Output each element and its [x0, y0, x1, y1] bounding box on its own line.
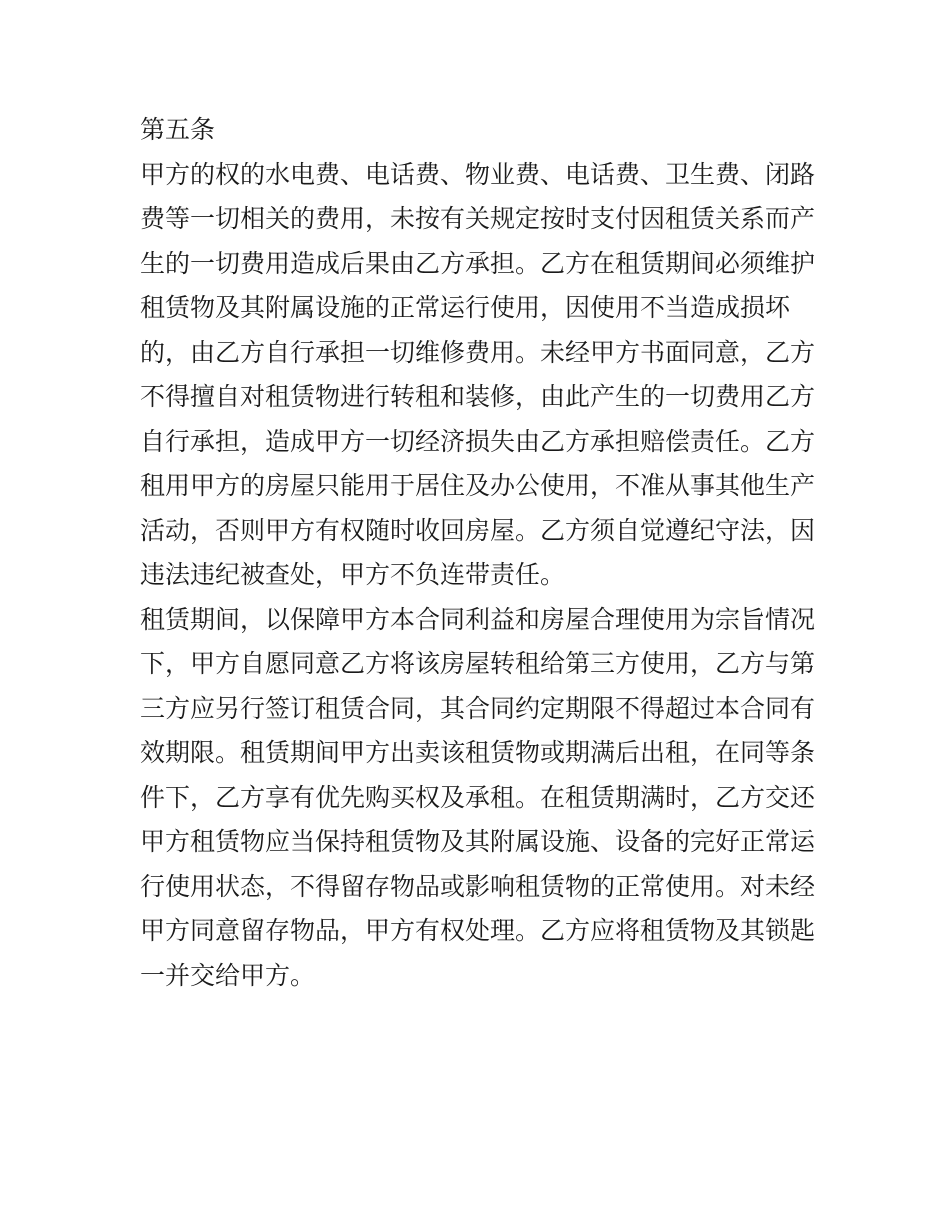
text-line: 一并交给甲方。: [140, 960, 316, 990]
text-line: 件下，乙方享有优先购买权及承租。在租赁期满时，乙方交还: [140, 782, 816, 812]
text-line: 费等一切相关的费用，未按有关规定按时支付因租赁关系而产: [140, 204, 816, 233]
text-line: 租赁物及其附属设施的正常运行使用，因使用不当造成损坏: [140, 293, 791, 322]
text-line: 甲方租赁物应当保持租赁物及其附属设施、设备的完好正常运: [140, 827, 816, 856]
text-line: 活动，否则甲方有权随时收回房屋。乙方须自觉遵纪守法，因: [140, 515, 816, 545]
text-line: 生的一切费用造成后果由乙方承担。乙方在租赁期间必须维护: [140, 248, 816, 278]
article-text: [140, 108, 820, 998]
article-heading: 第五条: [140, 115, 216, 144]
text-line: 违法违纪被查处，甲方不负连带责任。: [140, 560, 566, 589]
text-line: 三方应另行签订租赁合同，其合同约定期限不得超过本合同有: [140, 693, 816, 723]
text-line: 自行承担，造成甲方一切经济损失由乙方承担赔偿责任。乙方: [140, 426, 816, 456]
text-line: 行使用状态，不得留存物品或影响租赁物的正常使用。对未经: [140, 871, 816, 901]
text-line: 租用甲方的房屋只能用于居住及办公使用，不准从事其他生产: [140, 471, 816, 500]
text-line: 的，由乙方自行承担一切维修费用。未经甲方书面同意，乙方: [140, 337, 816, 367]
text-line: 租赁期间，以保障甲方本合同利益和房屋合理使用为宗旨情况: [140, 604, 816, 634]
text-line: 下，甲方自愿同意乙方将该房屋转租给第三方使用，乙方与第: [140, 649, 816, 678]
text-line: 甲方同意留存物品，甲方有权处理。乙方应将租赁物及其锁匙: [140, 916, 816, 945]
text-line: 效期限。租赁期间甲方出卖该租赁物或期满后出租，在同等条: [140, 738, 816, 767]
text-line: 不得擅自对租赁物进行转租和装修，由此产生的一切费用乙方: [140, 382, 816, 411]
text-line: 甲方的权的水电费、电话费、物业费、电话费、卫生费、闭路: [140, 159, 816, 189]
